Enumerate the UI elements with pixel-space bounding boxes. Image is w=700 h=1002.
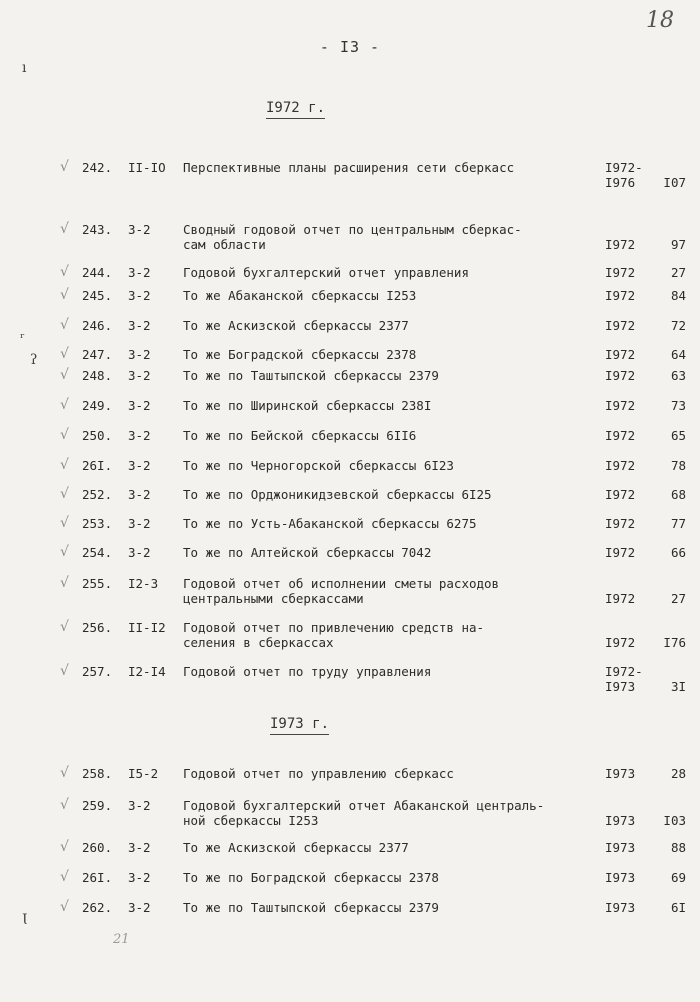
checkmark-icon: √ bbox=[60, 839, 69, 855]
entry-years: I972 bbox=[605, 458, 636, 473]
checkmark-icon: √ bbox=[60, 619, 69, 635]
checkmark-icon: √ bbox=[60, 575, 69, 591]
entry-number: 26I. bbox=[82, 870, 113, 885]
checkmark-icon: √ bbox=[60, 515, 69, 531]
checkmark-icon: √ bbox=[60, 367, 69, 383]
entry-years: I973 bbox=[605, 870, 636, 885]
checkmark-icon: √ bbox=[60, 797, 69, 813]
entry-code: I2-I4 bbox=[128, 664, 166, 679]
margin-mark: ʔ bbox=[30, 352, 38, 368]
entry-title: Годовой отчет по привлечению средств на- селения в сберкассах bbox=[183, 620, 485, 650]
entry-code: 3-2 bbox=[128, 428, 151, 443]
checkmark-icon: √ bbox=[60, 346, 69, 362]
entry-code: II-IO bbox=[128, 160, 166, 175]
entry-title: То же по Таштыпской сберкассы 2379 bbox=[183, 900, 439, 915]
checkmark-icon: √ bbox=[60, 264, 69, 280]
entry-number: 254. bbox=[82, 545, 113, 560]
entry-title: То же по Боградской сберкассы 2378 bbox=[183, 870, 439, 885]
entry-years: I972- I973 bbox=[605, 664, 643, 694]
checkmark-icon: √ bbox=[60, 663, 69, 679]
entry-number: 256. bbox=[82, 620, 113, 635]
checkmark-icon: √ bbox=[60, 427, 69, 443]
entry-number: 253. bbox=[82, 516, 113, 531]
entry-sheet-count: 63 bbox=[670, 368, 686, 383]
entry-years: I972- I976 bbox=[605, 160, 643, 190]
entry-number: 249. bbox=[82, 398, 113, 413]
entry-years: I972 bbox=[605, 288, 636, 303]
entry-code: 3-2 bbox=[128, 398, 151, 413]
entry-years: I972 bbox=[605, 635, 636, 650]
entry-sheet-count: 77 bbox=[670, 516, 686, 531]
entry-number: 252. bbox=[82, 487, 113, 502]
entry-sheet-count: 64 bbox=[670, 347, 686, 362]
entry-sheet-count: I07 bbox=[663, 175, 686, 190]
entry-title: То же Боградской сберкассы 2378 bbox=[183, 347, 417, 362]
entry-title: То же по Бейской сберкассы 6II6 bbox=[183, 428, 417, 443]
entry-title: То же Аскизской сберкассы 2377 bbox=[183, 318, 409, 333]
checkmark-icon: √ bbox=[60, 544, 69, 560]
entry-code: II-I2 bbox=[128, 620, 166, 635]
entry-years: I972 bbox=[605, 237, 636, 252]
entry-code: I5-2 bbox=[128, 766, 159, 781]
entry-title: Сводный годовой отчет по центральным сберкас- сам области bbox=[183, 222, 522, 252]
margin-mark: ᵣ bbox=[20, 326, 25, 342]
entry-sheet-count: 6I bbox=[670, 900, 686, 915]
entry-years: I972 bbox=[605, 318, 636, 333]
entry-sheet-count: 78 bbox=[670, 458, 686, 473]
entry-title: Годовой отчет по труду управления bbox=[183, 664, 432, 679]
entry-code: 3-2 bbox=[128, 347, 151, 362]
checkmark-icon: √ bbox=[60, 159, 69, 175]
entry-sheet-count: 65 bbox=[670, 428, 686, 443]
entry-title: То же по Ширинской сберкассы 238I bbox=[183, 398, 432, 413]
entry-sheet-count: 73 bbox=[670, 398, 686, 413]
entry-years: I973 bbox=[605, 840, 636, 855]
entry-code: 3-2 bbox=[128, 516, 151, 531]
entry-number: 248. bbox=[82, 368, 113, 383]
entry-code: 3-2 bbox=[128, 840, 151, 855]
entry-code: 3-2 bbox=[128, 545, 151, 560]
entry-title: Годовой отчет об исполнении сметы расходов центральными сберкассами bbox=[183, 576, 500, 606]
checkmark-icon: √ bbox=[60, 457, 69, 473]
checkmark-icon: √ bbox=[60, 899, 69, 915]
entry-sheet-count: 3I bbox=[670, 679, 686, 694]
entry-code: 3-2 bbox=[128, 265, 151, 280]
entry-title: Перспективные планы расширения сети сберкасс bbox=[183, 160, 515, 175]
entry-years: I972 bbox=[605, 368, 636, 383]
entry-code: 3-2 bbox=[128, 288, 151, 303]
entry-sheet-count: I03 bbox=[663, 813, 686, 828]
entry-title: То же по Черногорской сберкассы 6I23 bbox=[183, 458, 454, 473]
entry-sheet-count: 72 bbox=[670, 318, 686, 333]
entry-code: 3-2 bbox=[128, 870, 151, 885]
entry-years: I972 bbox=[605, 591, 636, 606]
page-number: - I3 - bbox=[319, 38, 381, 56]
entry-title: Годовой бухгалтерский отчет Абаканской централь- ной сберкассы I253 bbox=[183, 798, 545, 828]
entry-sheet-count: 27 bbox=[670, 591, 686, 606]
entry-title: Годовой отчет по управлению сберкасс bbox=[183, 766, 454, 781]
entry-title: То же Абаканской сберкассы I253 bbox=[183, 288, 417, 303]
entry-number: 262. bbox=[82, 900, 113, 915]
entry-code: 3-2 bbox=[128, 458, 151, 473]
entry-code: I2-3 bbox=[128, 576, 159, 591]
entry-years: I972 bbox=[605, 347, 636, 362]
entry-years: I972 bbox=[605, 545, 636, 560]
entry-number: 246. bbox=[82, 318, 113, 333]
checkmark-icon: √ bbox=[60, 486, 69, 502]
entry-years: I972 bbox=[605, 398, 636, 413]
entry-number: 242. bbox=[82, 160, 113, 175]
entry-title: То же по Орджоникидзевской сберкассы 6I25 bbox=[183, 487, 492, 502]
entry-number: 260. bbox=[82, 840, 113, 855]
entry-number: 245. bbox=[82, 288, 113, 303]
margin-mark: ı bbox=[22, 60, 27, 76]
entry-title: То же по Усть-Абаканской сберкассы 6275 bbox=[183, 516, 477, 531]
entry-number: 26I. bbox=[82, 458, 113, 473]
checkmark-icon: √ bbox=[60, 287, 69, 303]
entry-code: 3-2 bbox=[128, 368, 151, 383]
entry-sheet-count: 66 bbox=[670, 545, 686, 560]
entry-number: 258. bbox=[82, 766, 113, 781]
entry-sheet-count: 28 bbox=[670, 766, 686, 781]
handwritten-note: 21 bbox=[113, 932, 130, 947]
entry-sheet-count: I76 bbox=[663, 635, 686, 650]
entry-number: 257. bbox=[82, 664, 113, 679]
entry-sheet-count: 69 bbox=[670, 870, 686, 885]
entry-number: 250. bbox=[82, 428, 113, 443]
entry-number: 243. bbox=[82, 222, 113, 237]
entry-code: 3-2 bbox=[128, 900, 151, 915]
entry-number: 259. bbox=[82, 798, 113, 813]
entry-years: I973 bbox=[605, 766, 636, 781]
entry-sheet-count: 27 bbox=[670, 265, 686, 280]
entry-sheet-count: 84 bbox=[670, 288, 686, 303]
entry-title: То же по Алтейской сберкассы 7042 bbox=[183, 545, 432, 560]
entry-years: I973 bbox=[605, 813, 636, 828]
entry-years: I972 bbox=[605, 516, 636, 531]
entry-sheet-count: 88 bbox=[670, 840, 686, 855]
entry-number: 247. bbox=[82, 347, 113, 362]
entry-number: 255. bbox=[82, 576, 113, 591]
entry-code: 3-2 bbox=[128, 222, 151, 237]
entry-code: 3-2 bbox=[128, 487, 151, 502]
entry-sheet-count: 68 bbox=[670, 487, 686, 502]
entry-title: То же Аскизской сберкассы 2377 bbox=[183, 840, 409, 855]
entry-years: I973 bbox=[605, 900, 636, 915]
section-heading: I973 г. bbox=[270, 716, 329, 735]
entry-number: 244. bbox=[82, 265, 113, 280]
checkmark-icon: √ bbox=[60, 397, 69, 413]
checkmark-icon: √ bbox=[60, 221, 69, 237]
checkmark-icon: √ bbox=[60, 765, 69, 781]
entry-years: I972 bbox=[605, 265, 636, 280]
margin-mark: Ɩ bbox=[22, 912, 28, 928]
handwritten-sheet-number: 18 bbox=[646, 8, 674, 33]
entry-code: 3-2 bbox=[128, 798, 151, 813]
checkmark-icon: √ bbox=[60, 869, 69, 885]
entry-years: I972 bbox=[605, 428, 636, 443]
checkmark-icon: √ bbox=[60, 317, 69, 333]
section-heading: I972 г. bbox=[266, 100, 325, 119]
entry-title: Годовой бухгалтерский отчет управления bbox=[183, 265, 469, 280]
entry-title: То же по Таштыпской сберкассы 2379 bbox=[183, 368, 439, 383]
entry-years: I972 bbox=[605, 487, 636, 502]
entry-code: 3-2 bbox=[128, 318, 151, 333]
entry-sheet-count: 97 bbox=[670, 237, 686, 252]
